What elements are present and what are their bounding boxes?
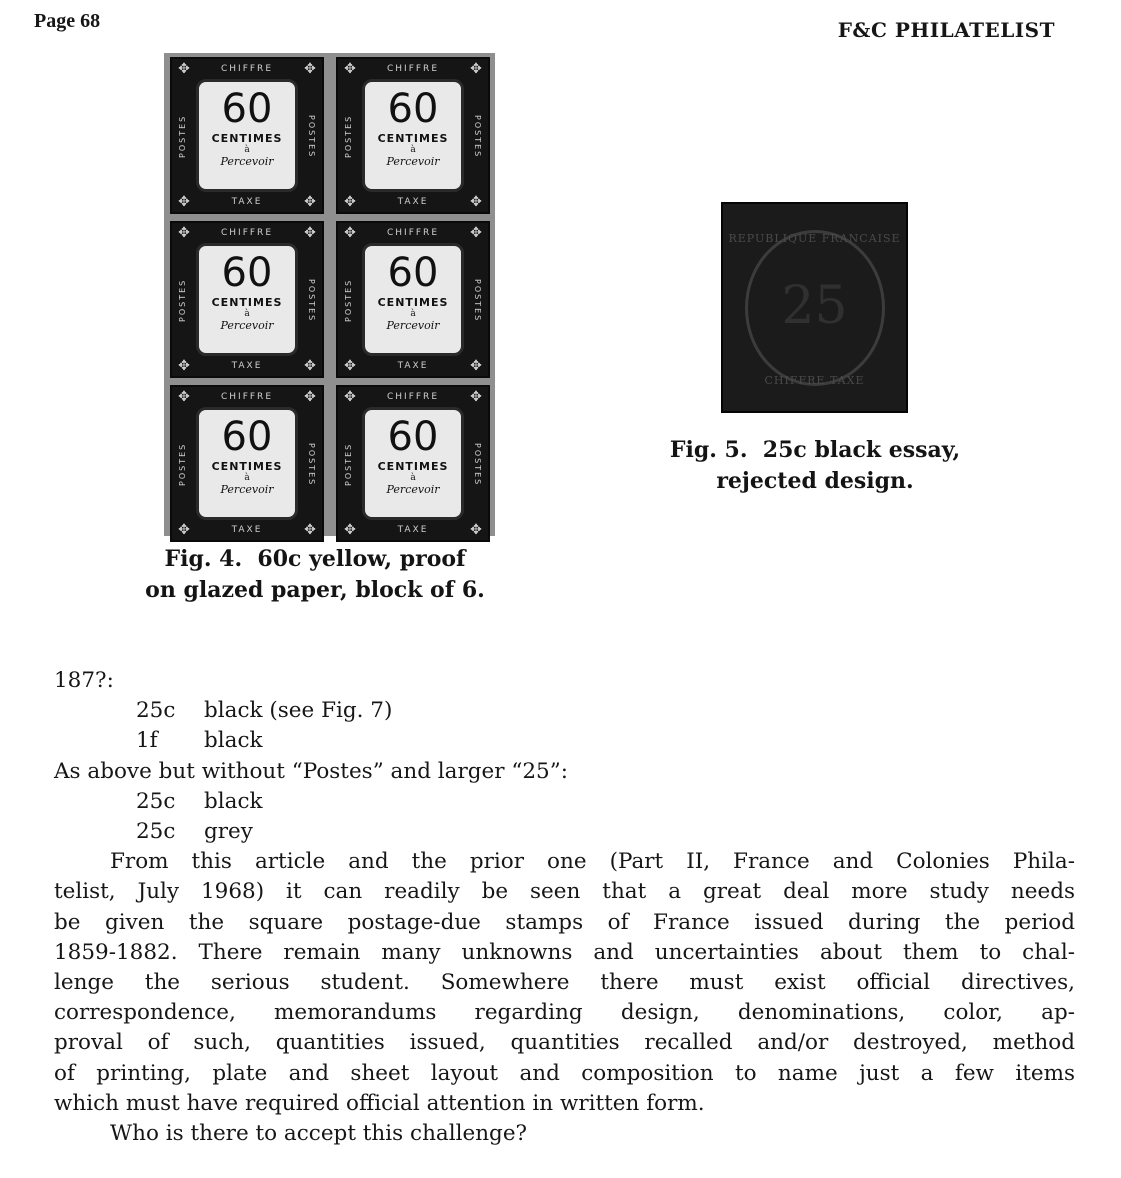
- article-body: [54, 666, 1075, 1149]
- journal-title: F&C PHILATELIST: [837, 18, 1055, 42]
- stamp-percevoir: Percevoir: [386, 155, 440, 168]
- corner-ornament-icon: ✥: [304, 389, 316, 405]
- paragraph-line: correspondence, memorandums regarding design, denominations, color, ap-: [54, 1000, 1075, 1026]
- stamp-centimes: CENTIMES: [377, 132, 449, 145]
- essay-stamp-figure: [721, 202, 908, 413]
- stamp-bottom-text: TAXE: [231, 361, 263, 371]
- stamp-a: à: [410, 309, 416, 319]
- corner-ornament-icon: ✥: [304, 61, 316, 77]
- stamp-value: 60: [387, 250, 439, 296]
- essay-bottom-text: CHIFFRE TAXE: [764, 374, 865, 387]
- stamp-centimes: CENTIMES: [211, 296, 283, 309]
- corner-ornament-icon: ✥: [178, 225, 190, 241]
- stamp-centimes: CENTIMES: [211, 132, 283, 145]
- paragraph-line: From this article and the prior one (Part II, France and Colonies Phila-: [110, 849, 1075, 875]
- paragraph-line: of printing, plate and sheet layout and composition to name just a few items: [54, 1060, 1075, 1086]
- stamp-value: 60: [387, 414, 439, 460]
- corner-ornament-icon: ✥: [344, 522, 356, 538]
- list-item: [54, 696, 1075, 726]
- corner-ornament-icon: ✥: [470, 61, 482, 77]
- corner-ornament-icon: ✥: [178, 194, 190, 210]
- corner-ornament-icon: ✥: [344, 389, 356, 405]
- stamp-bottom-text: TAXE: [397, 525, 429, 535]
- stamp-side-text: POSTES: [178, 114, 187, 159]
- as-above-line: As above but without “Postes” and larger “25”:: [54, 758, 568, 784]
- stamp: [336, 221, 490, 378]
- body-paragraph: [54, 847, 1075, 1119]
- fig5-caption-line1: Fig. 5. 25c black essay,: [669, 437, 961, 463]
- page-number: Page 68: [34, 10, 101, 32]
- corner-ornament-icon: ✥: [178, 389, 190, 405]
- corner-ornament-icon: ✥: [344, 61, 356, 77]
- fig4-caption: [130, 544, 500, 606]
- corner-ornament-icon: ✥: [470, 225, 482, 241]
- closing-line: Who is there to accept this challenge?: [110, 1121, 528, 1147]
- corner-ornament-icon: ✥: [470, 358, 482, 374]
- stamp-side-text: POSTES: [473, 114, 482, 159]
- stamp-top-text: CHIFFRE: [221, 64, 273, 74]
- stamp-value: 60: [221, 86, 273, 132]
- list-item-code: 25c: [136, 819, 176, 845]
- corner-ornament-icon: ✥: [304, 358, 316, 374]
- stamp-percevoir: Percevoir: [220, 483, 274, 496]
- stamp-value: 60: [221, 250, 273, 296]
- essay-value: 25: [781, 276, 848, 336]
- stamp-side-text: POSTES: [344, 442, 353, 487]
- stamp-top-text: CHIFFRE: [387, 64, 439, 74]
- corner-ornament-icon: ✥: [470, 389, 482, 405]
- stamp-a: à: [244, 145, 250, 155]
- essay-top-text: REPUBLIQUE FRANCAISE: [728, 232, 901, 245]
- list-item: [54, 817, 1075, 847]
- stamp: [170, 57, 324, 214]
- stamp-side-text: POSTES: [307, 114, 316, 159]
- stamp-side-text: POSTES: [178, 442, 187, 487]
- stamp-top-text: CHIFFRE: [387, 392, 439, 402]
- section-heading: 187?:: [54, 668, 114, 693]
- stamp-percevoir: Percevoir: [386, 483, 440, 496]
- corner-ornament-icon: ✥: [344, 225, 356, 241]
- stamp-side-text: POSTES: [344, 114, 353, 159]
- list-item-desc: grey: [204, 819, 253, 845]
- stamp-centimes: CENTIMES: [377, 296, 449, 309]
- stamp-a: à: [410, 473, 416, 483]
- stamp-side-text: POSTES: [307, 278, 316, 323]
- stamp-bottom-text: TAXE: [231, 525, 263, 535]
- corner-ornament-icon: ✥: [304, 522, 316, 538]
- corner-ornament-icon: ✥: [178, 522, 190, 538]
- stamp-center: [196, 407, 298, 520]
- fig4-caption-line2: on glazed paper, block of 6.: [145, 577, 485, 603]
- paragraph-line: lenge the serious student. Somewhere there must exist official directives,: [54, 970, 1075, 996]
- stamp-center: [196, 79, 298, 192]
- fig4-caption-line1: Fig. 4. 60c yellow, proof: [164, 546, 466, 572]
- list-item-code: 25c: [136, 698, 176, 724]
- stamp-a: à: [244, 473, 250, 483]
- corner-ornament-icon: ✥: [344, 358, 356, 374]
- stamp-side-text: POSTES: [178, 278, 187, 323]
- list-item-code: 25c: [136, 788, 176, 814]
- stamp-percevoir: Percevoir: [220, 155, 274, 168]
- stamp-percevoir: Percevoir: [386, 319, 440, 332]
- paragraph-line: which must have required official attention in written form.: [54, 1090, 705, 1116]
- stamp-value: 60: [221, 414, 273, 460]
- corner-ornament-icon: ✥: [178, 358, 190, 374]
- stamp: [336, 57, 490, 214]
- list-item-desc: black: [204, 728, 263, 754]
- list-item: [54, 787, 1075, 817]
- corner-ornament-icon: ✥: [344, 194, 356, 210]
- stamp: [170, 221, 324, 378]
- stamp-center: [362, 243, 464, 356]
- corner-ornament-icon: ✥: [304, 194, 316, 210]
- stamp-side-text: POSTES: [473, 278, 482, 323]
- stamp-block-figure: [164, 53, 495, 536]
- stamp-bottom-text: TAXE: [397, 361, 429, 371]
- corner-ornament-icon: ✥: [470, 194, 482, 210]
- paragraph-line: be given the square postage-due stamps of France issued during the period: [54, 909, 1075, 935]
- stamp-top-text: CHIFFRE: [387, 228, 439, 238]
- fig5-caption-line2: rejected design.: [716, 468, 914, 494]
- stamp-center: [196, 243, 298, 356]
- stamp-center: [362, 407, 464, 520]
- stamp-centimes: CENTIMES: [377, 460, 449, 473]
- stamp-centimes: CENTIMES: [211, 460, 283, 473]
- stamp-side-text: POSTES: [344, 278, 353, 323]
- corner-ornament-icon: ✥: [178, 61, 190, 77]
- stamp-top-text: CHIFFRE: [221, 392, 273, 402]
- stamp-center: [362, 79, 464, 192]
- stamp: [336, 385, 490, 542]
- fig5-caption: [640, 435, 990, 497]
- stamp: [170, 385, 324, 542]
- list-item-desc: black (see Fig. 7): [204, 698, 393, 724]
- corner-ornament-icon: ✥: [304, 225, 316, 241]
- list-item: [54, 726, 1075, 756]
- stamp-value: 60: [387, 86, 439, 132]
- stamp-side-text: POSTES: [473, 442, 482, 487]
- corner-ornament-icon: ✥: [470, 522, 482, 538]
- list-item-desc: black: [204, 788, 263, 814]
- stamp-a: à: [244, 309, 250, 319]
- stamp-top-text: CHIFFRE: [221, 228, 273, 238]
- stamp-a: à: [410, 145, 416, 155]
- stamp-percevoir: Percevoir: [220, 319, 274, 332]
- stamp-bottom-text: TAXE: [397, 197, 429, 207]
- stamp-bottom-text: TAXE: [231, 197, 263, 207]
- paragraph-line: proval of such, quantities issued, quantities recalled and/or destroyed, method: [54, 1030, 1075, 1056]
- stamp-side-text: POSTES: [307, 442, 316, 487]
- paragraph-line: telist, July 1968) it can readily be seen that a great deal more study needs: [54, 879, 1075, 905]
- list-item-code: 1f: [136, 728, 158, 754]
- paragraph-line: 1859-1882. There remain many unknowns and uncertainties about them to chal-: [54, 939, 1075, 965]
